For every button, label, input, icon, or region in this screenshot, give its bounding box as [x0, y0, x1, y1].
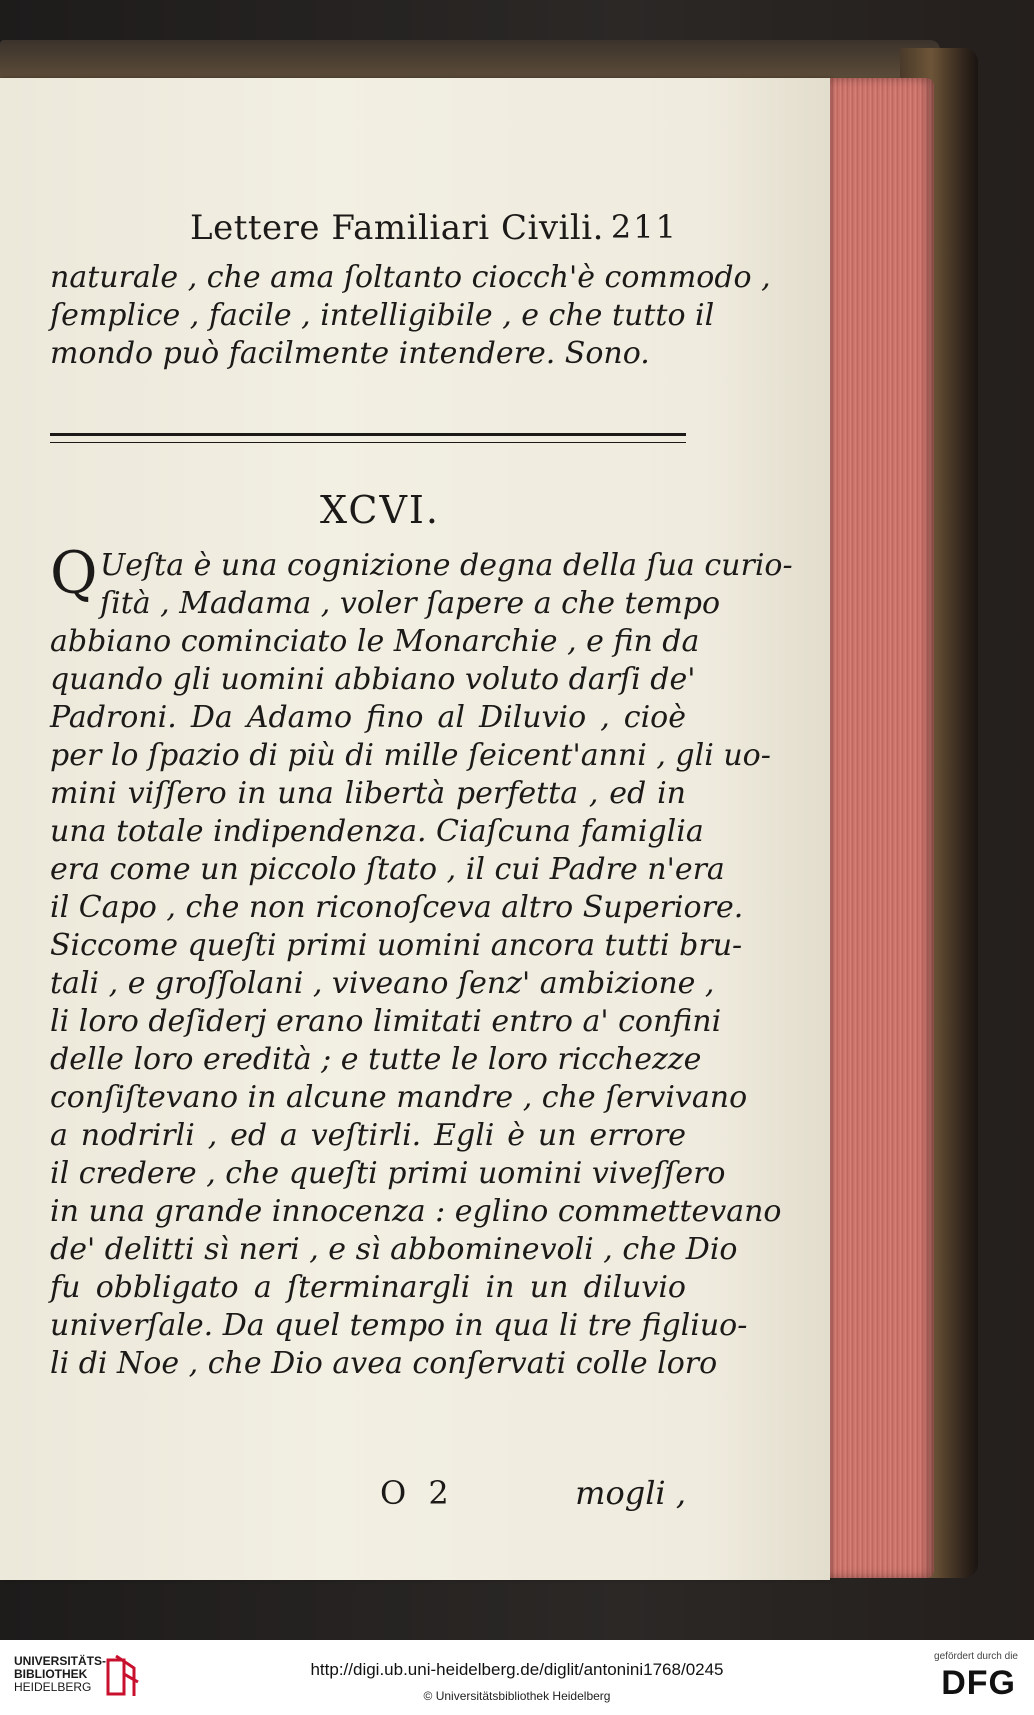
permalink-url[interactable]: http://digi.ub.uni-heidelberg.de/diglit/antonini1768/0245 [310, 1660, 724, 1679]
text-line: era come un piccolo ſtato , il cui Padre n'era [50, 852, 725, 887]
signature-mark: O 2 [380, 1474, 455, 1512]
page-footer-line [50, 1474, 686, 1518]
catchword: mogli , [575, 1474, 686, 1512]
page-edges [824, 78, 934, 1578]
copyright-notice: © Universitätsbibliothek Heidelberg [423, 1689, 611, 1703]
drop-cap: Q [50, 539, 98, 607]
section-divider [50, 433, 686, 443]
text-line: Siccome queſti primi uomini ancora tutti bru- [50, 928, 743, 963]
running-head [190, 208, 690, 258]
funding-note: gefördert durch die [934, 1651, 1018, 1662]
text-line: per lo ſpazio di più di mille ſeicent'anni , gli uo- [50, 738, 771, 773]
text-line: abbiano cominciato le Monarchie , e fin da [50, 624, 700, 659]
text-line: il credere , che queſti primi uomini viveſſero [50, 1156, 726, 1191]
text-line: li di Noe , che Dio avea conſervati colle loro [50, 1346, 718, 1381]
library-name-line: HEIDELBERG [14, 1680, 92, 1694]
text-line: Ueſta è una cognizione degna della ſua curio- [100, 548, 793, 583]
text-line: conſiſtevano in alcune mandre , che ſervivano [50, 1080, 748, 1115]
text-line: una totale indipendenza. Ciaſcuna famiglia [50, 814, 704, 849]
library-name-line: UNIVERSITÄTS- [14, 1654, 107, 1668]
text-line: ſità , Madama , voler ſapere a che tempo [100, 586, 721, 621]
text-line: a nodrirli , ed a veſtirli. Egli è un errore [50, 1118, 686, 1153]
text-line: mini viſſero in una libertà perfetta , ed in [50, 776, 686, 811]
text-line: naturale , che ama ſoltanto ciocch'è commodo , [50, 260, 771, 295]
dfg-logo: DFG [941, 1664, 1016, 1702]
text-line: mondo può facilmente intendere. Sono. [50, 336, 650, 371]
text-line: Padroni. Da Adamo fino al Diluvio , cioè [50, 700, 686, 735]
library-name-line: BIBLIOTHEK [14, 1667, 88, 1681]
text-line: delle loro eredità ; e tutte le loro ricchezze [50, 1042, 702, 1077]
book-page [0, 78, 830, 1580]
text-line: quando gli uomini abbiano voluto darſi de' [50, 662, 696, 697]
text-line: de' delitti sì neri , e sì abbominevoli , che Dio [50, 1232, 738, 1267]
text-line: in una grande innocenza : eglino commettevano [50, 1194, 782, 1229]
text-line: univerſale. Da quel tempo in qua li tre figliuo- [50, 1308, 748, 1343]
chapter-number: XCVI. [320, 488, 440, 532]
text-line: ſemplice , facile , intelligibile , e che tutto il [50, 298, 715, 333]
page-number: 211 [610, 208, 678, 246]
digitization-footer [0, 1640, 1034, 1715]
text-line: li loro deſiderj erano limitati entro a' confini [50, 1004, 722, 1039]
text-line: il Capo , che non riconoſceva altro Superiore. [50, 890, 744, 925]
text-line: fu obbligato a ſterminargli in un diluvio [50, 1270, 686, 1305]
text-line: tali , e groſſolani , viveano ſenz' ambizione , [50, 966, 715, 1001]
page-content [0, 78, 830, 1580]
running-title: Lettere Familiari Civili. [190, 208, 604, 248]
